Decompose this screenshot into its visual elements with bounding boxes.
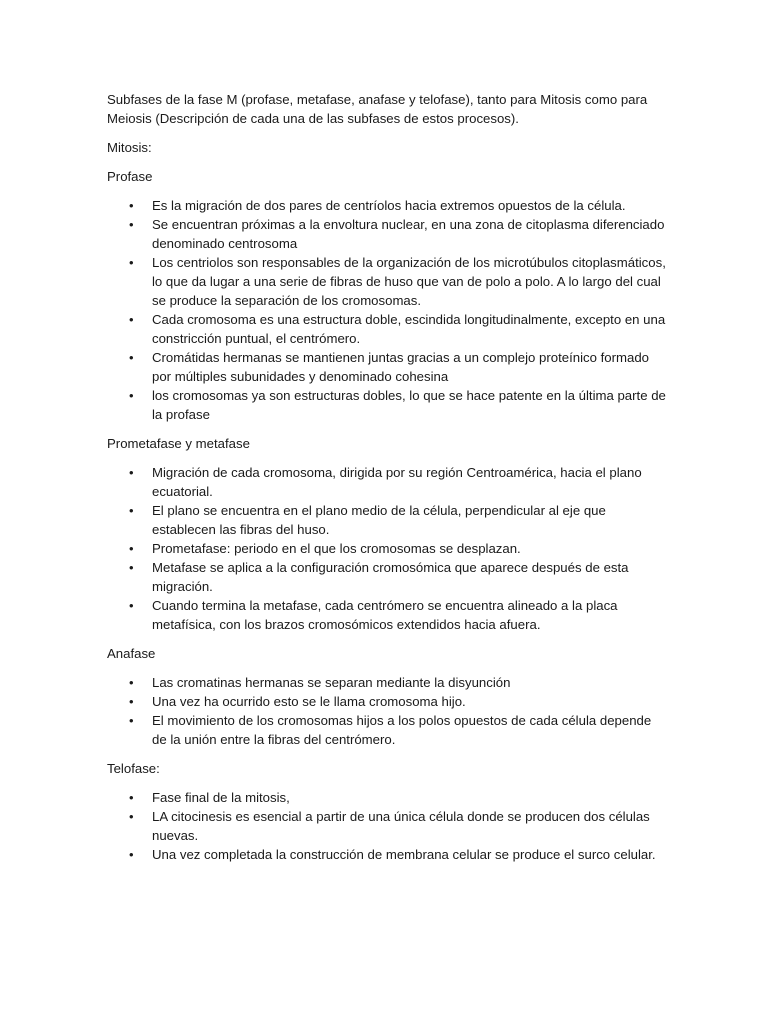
list-item <box>107 558 667 596</box>
list-item-text: El plano se encuentra en el plano medio de la célula, perpendicular al eje que establecen las fibras del huso. <box>152 503 606 537</box>
section-heading: Prometafase y metafase <box>107 436 250 451</box>
list-item <box>107 807 667 845</box>
list-item <box>107 310 667 348</box>
list-item <box>107 253 667 310</box>
bullet-icon: • <box>129 541 134 556</box>
list-item-text: Los centriolos son responsables de la organización de los microtúbulos citoplasmáticos, lo que da lugar a una serie de fibras de huso que van de polo a polo. A lo largo del cual se produce la separación de los cromosomas. <box>152 255 666 308</box>
bullet-icon: • <box>129 675 134 690</box>
bullet-icon: • <box>129 598 134 613</box>
list-item <box>107 463 667 501</box>
document-page <box>107 90 667 874</box>
list-item-text: Cada cromosoma es una estructura doble, escindida longitudinalmente, excepto en una constricción puntual, el centrómero. <box>152 312 666 346</box>
bullet-icon: • <box>129 465 134 480</box>
list-item-text: Es la migración de dos pares de centríolos hacia extremos opuestos de la célula. <box>152 198 626 213</box>
list-item <box>107 596 667 634</box>
list-item-text: Fase final de la mitosis, <box>152 790 290 805</box>
bullet-icon: • <box>129 217 134 232</box>
list-item <box>107 196 667 215</box>
list-item <box>107 386 667 424</box>
list-item <box>107 788 667 807</box>
sections-container <box>107 167 667 864</box>
bullet-list <box>107 463 667 634</box>
section-heading: Telofase: <box>107 761 160 776</box>
list-item <box>107 845 667 864</box>
bullet-list <box>107 196 667 424</box>
section-heading: Anafase <box>107 646 156 661</box>
bullet-icon: • <box>129 809 134 824</box>
bullet-icon: • <box>129 847 134 862</box>
bullet-icon: • <box>129 694 134 709</box>
bullet-icon: • <box>129 255 134 270</box>
list-item-text: Metafase se aplica a la configuración cromosómica que aparece después de esta migración. <box>152 560 629 594</box>
list-item-text: Cromátidas hermanas se mantienen juntas gracias a un complejo proteínico formado por múltiples subunidades y denominado cohesina <box>152 350 649 384</box>
list-item <box>107 711 667 749</box>
list-item-text: Cuando termina la metafase, cada centrómero se encuentra alineado a la placa metafísica, con los brazos cromosómicos extendidos hacia afuera. <box>152 598 618 632</box>
bullet-list <box>107 788 667 864</box>
intro-paragraph: Subfases de la fase M (profase, metafase, anafase y telofase), tanto para Mitosis como para Meiosis (Descripción de cada una de las subfases de estos procesos). <box>107 92 648 126</box>
bullet-icon: • <box>129 560 134 575</box>
list-item-text: Migración de cada cromosoma, dirigida por su región Centroamérica, hacia el plano ecuatorial. <box>152 465 642 499</box>
list-item-text: El movimiento de los cromosomas hijos a los polos opuestos de cada célula depende de la unión entre la fibras del centrómero. <box>152 713 652 747</box>
bullet-icon: • <box>129 713 134 728</box>
list-item <box>107 215 667 253</box>
bullet-icon: • <box>129 198 134 213</box>
bullet-list <box>107 673 667 749</box>
mitosis-heading: Mitosis: <box>107 140 152 155</box>
list-item-text: Prometafase: periodo en el que los cromosomas se desplazan. <box>152 541 521 556</box>
bullet-icon: • <box>129 790 134 805</box>
list-item <box>107 692 667 711</box>
list-item <box>107 539 667 558</box>
bullet-icon: • <box>129 312 134 327</box>
list-item-text: Se encuentran próximas a la envoltura nuclear, en una zona de citoplasma diferenciado denominado centrosoma <box>152 217 665 251</box>
list-item <box>107 348 667 386</box>
list-item <box>107 673 667 692</box>
list-item-text: LA citocinesis es esencial a partir de una única célula donde se producen dos células nuevas. <box>152 809 650 843</box>
list-item-text: los cromosomas ya son estructuras dobles, lo que se hace patente en la última parte de la profase <box>152 388 666 422</box>
section-heading: Profase <box>107 169 153 184</box>
list-item-text: Las cromatinas hermanas se separan mediante la disyunción <box>152 675 511 690</box>
list-item-text: Una vez ha ocurrido esto se le llama cromosoma hijo. <box>152 694 466 709</box>
list-item-text: Una vez completada la construcción de membrana celular se produce el surco celular. <box>152 847 656 862</box>
bullet-icon: • <box>129 503 134 518</box>
bullet-icon: • <box>129 350 134 365</box>
bullet-icon: • <box>129 388 134 403</box>
list-item <box>107 501 667 539</box>
